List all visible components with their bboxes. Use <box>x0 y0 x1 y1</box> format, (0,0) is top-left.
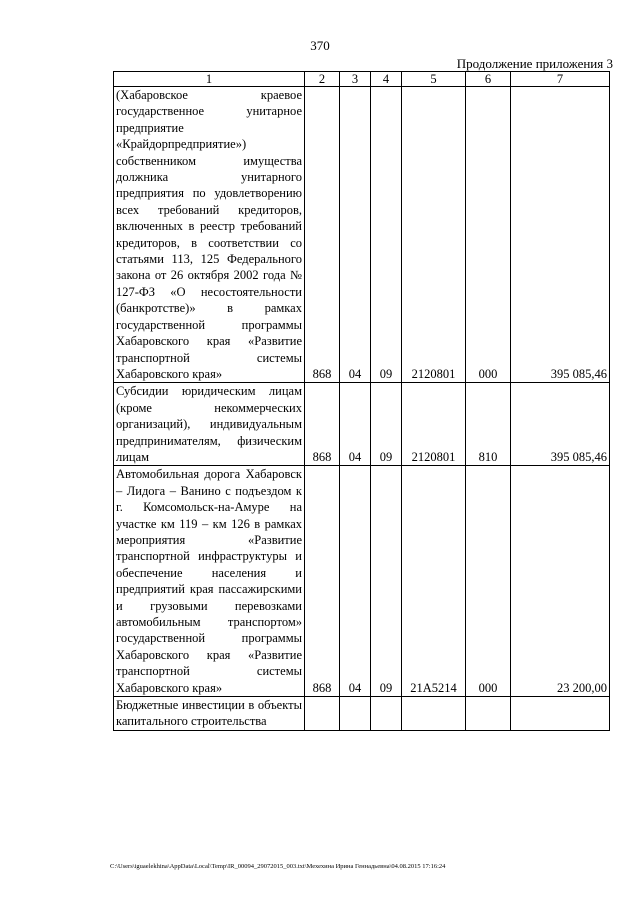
row-subsection-code <box>371 697 402 731</box>
table-row <box>114 466 610 697</box>
budget-table <box>113 71 610 731</box>
header-cell-1: 1 <box>114 72 305 87</box>
header-cell-3: 3 <box>340 72 371 87</box>
row-expense-type <box>466 697 511 731</box>
row-expense-type: 810 <box>466 383 511 466</box>
row-ministry-code: 868 <box>305 383 340 466</box>
row-target-code: 2120801 <box>402 87 466 383</box>
header-cell-6: 6 <box>466 72 511 87</box>
row-ministry-code: 868 <box>305 87 340 383</box>
page-number: 370 <box>310 38 330 53</box>
row-name: Автомобильная дорога Хабаровск – Лидога – Ванино с подъездом к г. Комсомольск-на-Амуре на участке км 119 – км 126 в рамках мероприятия «Развитие транспортной инфраструктуры и обеспечение населения и предприятий края пассажирскими и грузовыми перевозками автомобильным транспортом» государственной программы Хабаровского края «Развитие транспортной системы Хабаровского края» <box>114 466 305 697</box>
row-amount: 23 200,00 <box>511 466 610 697</box>
row-target-code <box>402 697 466 731</box>
row-ministry-code <box>305 697 340 731</box>
row-name: Субсидии юридическим лицам (кроме некоммерческих организаций), индивидуальным предпринимателям, физическим лицам <box>114 383 305 466</box>
row-subsection-code: 09 <box>371 466 402 697</box>
header-cell-4: 4 <box>371 72 402 87</box>
header-row <box>114 72 610 87</box>
table-row <box>114 697 610 731</box>
row-amount <box>511 697 610 731</box>
row-subsection-code: 09 <box>371 383 402 466</box>
header-cell-2: 2 <box>305 72 340 87</box>
row-subsection-code: 09 <box>371 87 402 383</box>
row-ministry-code: 868 <box>305 466 340 697</box>
row-section-code: 04 <box>340 466 371 697</box>
row-name: Бюджетные инвестиции в объекты капитального строительства <box>114 697 305 731</box>
row-amount: 395 085,46 <box>511 87 610 383</box>
row-section-code: 04 <box>340 87 371 383</box>
row-name: (Хабаровское краевое государственное унитарное предприятие «Крайдорпредприятие») собственником имущества должника унитарного предприятия по удовлетворению всех требований кредиторов, включенных в реестр требований кредиторов, в соответствии со статьями 113, 125 Федерального закона от 26 октября 2002 года № 127-ФЗ «О несостоятельности (банкротстве)» в рамках государственной программы Хабаровского края «Развитие транспортной системы Хабаровского края» <box>114 87 305 383</box>
row-expense-type: 000 <box>466 466 511 697</box>
row-section-code <box>340 697 371 731</box>
row-target-code: 2120801 <box>402 383 466 466</box>
header-cell-7: 7 <box>511 72 610 87</box>
row-section-code: 04 <box>340 383 371 466</box>
row-target-code: 21А5214 <box>402 466 466 697</box>
row-amount: 395 085,46 <box>511 383 610 466</box>
continuation-label: Продолжение приложения 3 <box>456 56 613 71</box>
row-expense-type: 000 <box>466 87 511 383</box>
header-cell-5: 5 <box>402 72 466 87</box>
table-row <box>114 383 610 466</box>
file-path-footer: C:\Users\iguaelekhina\AppData\Local\Temp\IR_00094_29072015_003.txt\Мехехина Ирина Геннадьевна\04.08.2015 17:16:24 <box>110 863 446 870</box>
table-row <box>114 87 610 383</box>
